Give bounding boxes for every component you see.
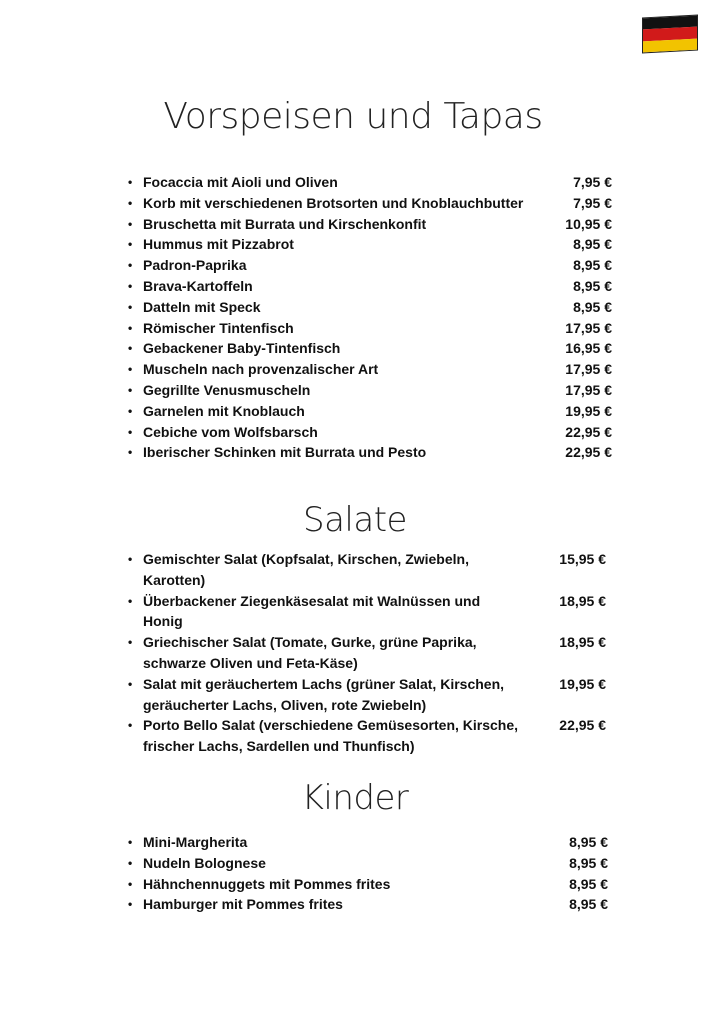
menu-list-salate — [126, 549, 616, 757]
item-price: 8,95 € — [569, 875, 608, 892]
item-price: 8,95 € — [573, 277, 612, 294]
item-price: 18,95 € — [559, 634, 606, 651]
flag-stripe-gold — [643, 38, 697, 52]
menu-item — [126, 853, 616, 874]
item-price: 19,95 € — [559, 675, 606, 692]
item-name: • Hähnchennuggets mit Pommes frites — [143, 875, 391, 892]
section-title-salate: Salate — [303, 500, 407, 540]
menu-item — [126, 234, 616, 255]
item-name: • Griechischer Salat (Tomate, Gurke, grüne Paprika, schwarze Oliven und Feta-Käse) — [143, 634, 477, 671]
menu-list-kinder — [126, 832, 616, 915]
menu-item — [126, 442, 616, 463]
menu-item — [126, 318, 616, 339]
section-title-vorspeisen: Vorspeisen und Tapas — [163, 96, 543, 137]
item-name: • Brava-Kartoffeln — [143, 277, 253, 294]
item-name: • Römischer Tintenfisch — [143, 319, 294, 336]
item-price: 17,95 € — [565, 381, 612, 398]
item-price: 8,95 € — [573, 257, 612, 274]
item-price: 8,95 € — [569, 896, 608, 913]
menu-item — [126, 674, 616, 716]
item-price: 22,95 € — [565, 444, 612, 461]
menu-item — [126, 401, 616, 422]
menu-item — [126, 172, 616, 193]
menu-item — [126, 894, 616, 915]
item-name: • Hamburger mit Pommes frites — [143, 896, 343, 913]
menu-item — [126, 338, 616, 359]
menu-item — [126, 359, 616, 380]
menu-item — [126, 193, 616, 214]
item-name: • Iberischer Schinken mit Burrata und Pesto — [143, 444, 427, 461]
menu-item — [126, 715, 616, 757]
item-price: 19,95 € — [565, 402, 612, 419]
item-name: • Salat mit geräuchertem Lachs (grüner Salat, Kirschen, geräucherter Lachs, Oliven, rote Zwiebeln) — [143, 675, 505, 713]
item-name: • Garnelen mit Knoblauch — [143, 402, 305, 419]
menu-item — [126, 874, 616, 895]
item-price: 22,95 € — [559, 717, 606, 734]
item-name: • Porto Bello Salat (verschiedene Gemüsesorten, Kirsche, frischer Lachs, Sardellen und Thunfisch) — [143, 717, 519, 755]
item-price: 16,95 € — [565, 340, 612, 357]
item-name: • Mini-Margherita — [143, 834, 248, 850]
item-name: • Überbackener Ziegenkäsesalat mit Walnüssen und Honig — [143, 592, 481, 630]
menu-item — [126, 276, 616, 297]
item-price: 17,95 € — [565, 319, 612, 336]
item-name: • Muscheln nach provenzalischer Art — [143, 361, 379, 378]
item-price: 17,95 € — [565, 361, 612, 378]
menu-list-vorspeisen — [126, 172, 616, 463]
menu-item — [126, 255, 616, 276]
item-price: 8,95 € — [573, 236, 612, 253]
menu-item — [126, 632, 616, 674]
item-price: 7,95 € — [573, 194, 612, 211]
item-price: 8,95 € — [573, 298, 612, 315]
item-name: • Datteln mit Speck — [143, 298, 261, 315]
item-price: 18,95 € — [559, 592, 606, 609]
item-price: 15,95 € — [559, 551, 606, 567]
menu-item — [126, 214, 616, 235]
item-price: 8,95 € — [569, 854, 608, 871]
item-name: • Focaccia mit Aioli und Oliven — [143, 174, 338, 190]
menu-item — [126, 591, 616, 633]
menu-item — [126, 832, 616, 853]
item-price: 22,95 € — [565, 423, 612, 440]
item-name: • Cebiche vom Wolfsbarsch — [143, 423, 318, 440]
item-name: • Nudeln Bolognese — [143, 854, 266, 871]
item-name: • Gebackener Baby-Tintenfisch — [143, 340, 341, 357]
item-name: • Gemischter Salat (Kopfsalat, Kirschen, Zwiebeln, Karotten) — [143, 551, 469, 588]
item-name: • Hummus mit Pizzabrot — [143, 236, 294, 253]
item-price: 10,95 € — [565, 215, 612, 232]
menu-item — [126, 549, 616, 591]
item-name: • Korb mit verschiedenen Brotsorten und Knoblauchbutter — [143, 194, 524, 211]
german-flag-icon[interactable] — [642, 15, 698, 54]
item-name: • Bruschetta mit Burrata und Kirschenkonfit — [143, 215, 427, 232]
menu-item — [126, 297, 616, 318]
section-title-kinder: Kinder — [301, 778, 409, 818]
item-price: 7,95 € — [573, 174, 612, 190]
menu-item — [126, 422, 616, 443]
item-name: • Padron-Paprika — [143, 257, 247, 274]
item-name: • Gegrillte Venusmuscheln — [143, 381, 311, 398]
item-price: 8,95 € — [569, 834, 608, 850]
menu-item — [126, 380, 616, 401]
